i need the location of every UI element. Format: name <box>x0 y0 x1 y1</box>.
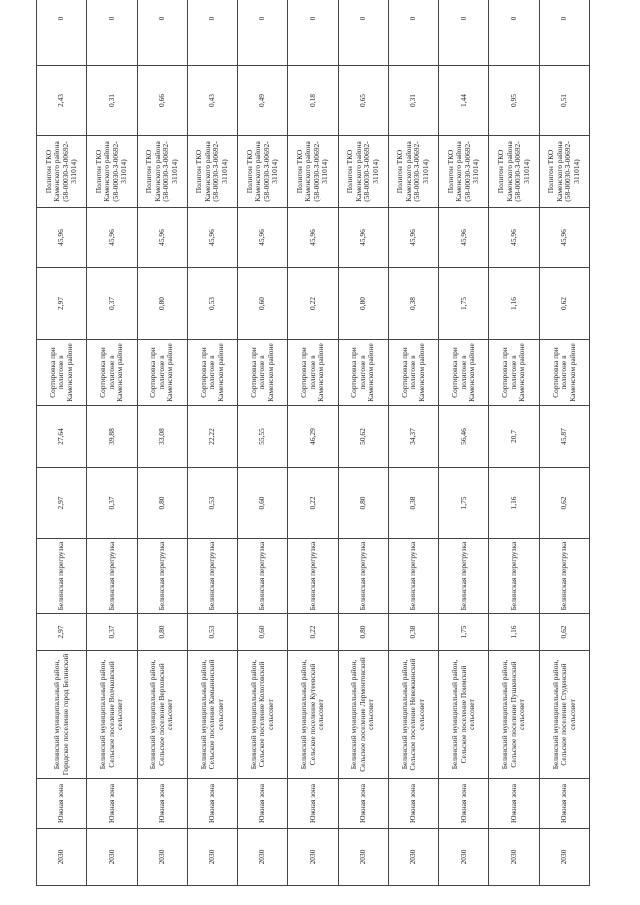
distance-cell: 33,08 <box>137 406 187 468</box>
table-row <box>539 0 589 886</box>
recycled-volume-cell: 0 <box>388 0 438 66</box>
distance-cell: 20,7 <box>489 406 539 468</box>
distance-to-landfill-cell: 45,96 <box>288 208 338 268</box>
operator-cell: Белинская перегрузка <box>238 539 288 614</box>
disposed-volume-cell: 0,66 <box>137 66 187 136</box>
operator-cell: Белинская перегрузка <box>388 539 438 614</box>
landfill-cell: Полигон ТКО Каменского района (58-00030-З-00692-311014) <box>489 136 539 208</box>
distance-to-landfill-cell: 45,96 <box>137 208 187 268</box>
transfer-volume-cell: 0,62 <box>539 468 589 539</box>
municipality-cell: Белинский муниципальный район, Сельское поселение Волчковский сельсовет <box>87 651 137 779</box>
transfer-volume-cell: 0,60 <box>238 468 288 539</box>
distance-to-landfill-cell: 45,96 <box>489 208 539 268</box>
sorting-cell: Сортировка при полигоне в Каменском районе <box>238 340 288 406</box>
volume-cell: 1,16 <box>489 614 539 651</box>
landfill-cell: Полигон ТКО Каменского района (58-00030-З-00692-311014) <box>238 136 288 208</box>
year-cell: 2030 <box>87 829 137 886</box>
sorted-volume-cell: 0,62 <box>539 268 589 340</box>
landfill-cell: Полигон ТКО Каменского района (58-00030-З-00692-311014) <box>137 136 187 208</box>
transfer-volume-cell: 0,53 <box>187 468 237 539</box>
year-cell: 2030 <box>489 829 539 886</box>
disposed-volume-cell: 0,51 <box>539 66 589 136</box>
waste-flow-table <box>36 0 590 886</box>
rotated-table-wrapper <box>36 16 590 886</box>
landfill-cell: Полигон ТКО Каменского района (58-00030-З-00692-311014) <box>87 136 137 208</box>
table-row <box>338 0 388 886</box>
landfill-cell: Полигон ТКО Каменского района (58-00030-З-00692-311014) <box>539 136 589 208</box>
rotated-page-frame <box>36 16 590 886</box>
sorting-cell: Сортировка при полигоне в Каменском районе <box>388 340 438 406</box>
table-row <box>288 0 338 886</box>
zone-cell: Южная зона <box>187 779 237 829</box>
table-row <box>489 0 539 886</box>
disposed-volume-cell: 0,43 <box>187 66 237 136</box>
volume-cell: 0,22 <box>288 614 338 651</box>
sorted-volume-cell: 1,16 <box>489 268 539 340</box>
distance-cell: 45,87 <box>539 406 589 468</box>
year-cell: 2030 <box>137 829 187 886</box>
volume-cell: 0,62 <box>539 614 589 651</box>
transfer-volume-cell: 2,97 <box>37 468 87 539</box>
zone-cell: Южная зона <box>137 779 187 829</box>
distance-to-landfill-cell: 45,96 <box>187 208 237 268</box>
volume-cell: 2,97 <box>37 614 87 651</box>
year-cell: 2030 <box>187 829 237 886</box>
municipality-cell: Белинский муниципальный район, Сельское поселение Студенский сельсовет <box>539 651 589 779</box>
sorting-cell: Сортировка при полигоне в Каменском районе <box>37 340 87 406</box>
volume-cell: 0,38 <box>388 614 438 651</box>
sorting-cell: Сортировка при полигоне в Каменском районе <box>288 340 338 406</box>
recycled-volume-cell: 0 <box>439 0 489 66</box>
distance-to-landfill-cell: 45,96 <box>238 208 288 268</box>
operator-cell: Белинская перегрузка <box>137 539 187 614</box>
sorted-volume-cell: 1,75 <box>439 268 489 340</box>
disposed-volume-cell: 0,65 <box>338 66 388 136</box>
zone-cell: Южная зона <box>238 779 288 829</box>
distance-to-landfill-cell: 45,96 <box>539 208 589 268</box>
landfill-cell: Полигон ТКО Каменского района (58-00030-З-00692-311014) <box>338 136 388 208</box>
year-cell: 2030 <box>37 829 87 886</box>
zone-cell: Южная зона <box>87 779 137 829</box>
disposed-volume-cell: 0,31 <box>87 66 137 136</box>
sorted-volume-cell: 0,22 <box>288 268 338 340</box>
recycled-volume-cell: 0 <box>187 0 237 66</box>
recycled-volume-cell: 0 <box>288 0 338 66</box>
sorted-volume-cell: 2,97 <box>37 268 87 340</box>
sorting-cell: Сортировка при полигоне в Каменском районе <box>539 340 589 406</box>
recycled-volume-cell: 0 <box>137 0 187 66</box>
distance-cell: 55,55 <box>238 406 288 468</box>
disposed-volume-cell: 1,44 <box>439 66 489 136</box>
sorted-volume-cell: 0,80 <box>338 268 388 340</box>
transfer-volume-cell: 0,37 <box>87 468 137 539</box>
volume-cell: 0,80 <box>137 614 187 651</box>
municipality-cell: Белинский муниципальный район, Сельское поселение Верховский сельсовет <box>137 651 187 779</box>
zone-cell: Южная зона <box>489 779 539 829</box>
operator-cell: Белинская перегрузка <box>489 539 539 614</box>
operator-cell: Белинская перегрузка <box>37 539 87 614</box>
municipality-cell: Белинский муниципальный район, Сельское поселение Кутеевский сельсовет <box>288 651 338 779</box>
operator-cell: Белинская перегрузка <box>187 539 237 614</box>
recycled-volume-cell: 0 <box>238 0 288 66</box>
operator-cell: Белинская перегрузка <box>87 539 137 614</box>
table-body <box>37 0 590 886</box>
municipality-cell: Белинский муниципальный район, Сельское поселение Лермонтовский сельсовет <box>338 651 388 779</box>
sorted-volume-cell: 0,60 <box>238 268 288 340</box>
recycled-volume-cell: 0 <box>37 0 87 66</box>
volume-cell: 1,75 <box>439 614 489 651</box>
landfill-cell: Полигон ТКО Каменского района (58-00030-З-00692-311014) <box>388 136 438 208</box>
disposed-volume-cell: 0,95 <box>489 66 539 136</box>
municipality-cell: Белинский муниципальный район, Сельское поселение Кологовский сельсовет <box>238 651 288 779</box>
landfill-cell: Полигон ТКО Каменского района (58-00030-З-00692-311014) <box>187 136 237 208</box>
year-cell: 2030 <box>388 829 438 886</box>
year-cell: 2030 <box>338 829 388 886</box>
transfer-volume-cell: 0,80 <box>338 468 388 539</box>
volume-cell: 0,80 <box>338 614 388 651</box>
table-row <box>37 0 87 886</box>
transfer-volume-cell: 0,22 <box>288 468 338 539</box>
municipality-cell: Белинский муниципальный район, Сельское поселение Невежкинский сельсовет <box>388 651 438 779</box>
distance-to-landfill-cell: 45,96 <box>338 208 388 268</box>
year-cell: 2030 <box>439 829 489 886</box>
landfill-cell: Полигон ТКО Каменского района (58-00030-З-00692-311014) <box>37 136 87 208</box>
sorting-cell: Сортировка при полигоне в Каменском районе <box>439 340 489 406</box>
recycled-volume-cell: 0 <box>87 0 137 66</box>
zone-cell: Южная зона <box>539 779 589 829</box>
table-row <box>388 0 438 886</box>
distance-to-landfill-cell: 45,96 <box>87 208 137 268</box>
operator-cell: Белинская перегрузка <box>539 539 589 614</box>
transfer-volume-cell: 0,38 <box>388 468 438 539</box>
disposed-volume-cell: 0,31 <box>388 66 438 136</box>
distance-to-landfill-cell: 45,96 <box>388 208 438 268</box>
municipality-cell: Белинский муниципальный район, Сельское поселение Пушкинский сельсовет <box>489 651 539 779</box>
operator-cell: Белинская перегрузка <box>439 539 489 614</box>
municipality-cell: Белинский муниципальный район, Сельское поселение Камынинский сельсовет <box>187 651 237 779</box>
sorted-volume-cell: 0,53 <box>187 268 237 340</box>
municipality-cell: Белинский муниципальный район, Городское поселение город Белинский <box>37 651 87 779</box>
sorted-volume-cell: 0,38 <box>388 268 438 340</box>
disposed-volume-cell: 2,43 <box>37 66 87 136</box>
disposed-volume-cell: 0,18 <box>288 66 338 136</box>
zone-cell: Южная зона <box>37 779 87 829</box>
operator-cell: Белинская перегрузка <box>338 539 388 614</box>
volume-cell: 0,60 <box>238 614 288 651</box>
distance-to-landfill-cell: 45,96 <box>439 208 489 268</box>
distance-cell: 22,22 <box>187 406 237 468</box>
transfer-volume-cell: 1,75 <box>439 468 489 539</box>
sorting-cell: Сортировка при полигоне в Каменском районе <box>187 340 237 406</box>
table-row <box>439 0 489 886</box>
distance-cell: 39,88 <box>87 406 137 468</box>
distance-cell: 56,46 <box>439 406 489 468</box>
recycled-volume-cell: 0 <box>539 0 589 66</box>
distance-cell: 50,62 <box>338 406 388 468</box>
landfill-cell: Полигон ТКО Каменского района (58-00030-З-00692-311014) <box>439 136 489 208</box>
year-cell: 2030 <box>238 829 288 886</box>
operator-cell: Белинская перегрузка <box>288 539 338 614</box>
recycled-volume-cell: 0 <box>489 0 539 66</box>
year-cell: 2030 <box>539 829 589 886</box>
distance-cell: 34,37 <box>388 406 438 468</box>
table-row <box>137 0 187 886</box>
year-cell: 2030 <box>288 829 338 886</box>
sorted-volume-cell: 0,80 <box>137 268 187 340</box>
transfer-volume-cell: 1,16 <box>489 468 539 539</box>
table-row <box>87 0 137 886</box>
sorting-cell: Сортировка при полигоне в Каменском районе <box>137 340 187 406</box>
disposed-volume-cell: 0,49 <box>238 66 288 136</box>
table-row <box>238 0 288 886</box>
sorting-cell: Сортировка при полигоне в Каменском районе <box>338 340 388 406</box>
zone-cell: Южная зона <box>388 779 438 829</box>
table-row <box>187 0 237 886</box>
volume-cell: 0,37 <box>87 614 137 651</box>
zone-cell: Южная зона <box>288 779 338 829</box>
zone-cell: Южная зона <box>439 779 489 829</box>
municipality-cell: Белинский муниципальный район, Сельское поселение Поимский сельсовет <box>439 651 489 779</box>
zone-cell: Южная зона <box>338 779 388 829</box>
volume-cell: 0,53 <box>187 614 237 651</box>
sorted-volume-cell: 0,37 <box>87 268 137 340</box>
distance-to-landfill-cell: 45,96 <box>37 208 87 268</box>
distance-cell: 46,29 <box>288 406 338 468</box>
transfer-volume-cell: 0,80 <box>137 468 187 539</box>
recycled-volume-cell: 0 <box>338 0 388 66</box>
landfill-cell: Полигон ТКО Каменского района (58-00030-З-00692-311014) <box>288 136 338 208</box>
sorting-cell: Сортировка при полигоне в Каменском районе <box>87 340 137 406</box>
distance-cell: 27,64 <box>37 406 87 468</box>
sorting-cell: Сортировка при полигоне в Каменском районе <box>489 340 539 406</box>
